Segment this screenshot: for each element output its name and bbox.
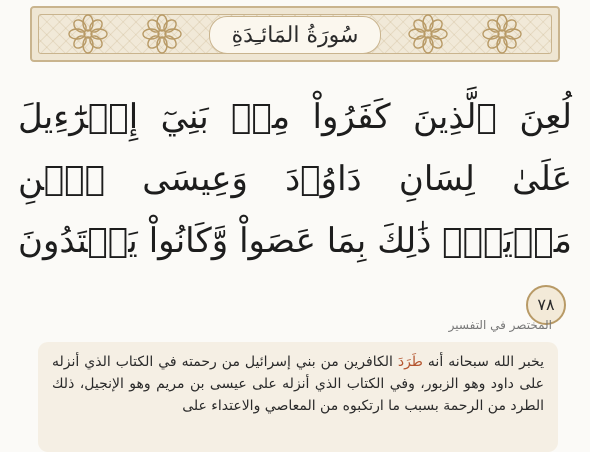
tafsir-highlighted-word[interactable]: طَرَدَ bbox=[397, 354, 423, 370]
left-inner-rosette-icon bbox=[142, 14, 182, 54]
tafsir-text-start: يخبر الله سبحانه أنه bbox=[422, 354, 544, 370]
surah-header-frame bbox=[30, 6, 560, 62]
verse-line-1: لُعِنَ ٱلَّذِينَ كَفَرُواْ مِنۢ بَنِيٓ إِسۡرَٰٓءِيلَ عَلَىٰ لِسَانِ bbox=[18, 97, 572, 199]
surah-title: سُورَةُ المَائـِدَةِ bbox=[231, 22, 359, 48]
right-rosette-icon bbox=[482, 14, 522, 54]
verse-text[interactable] bbox=[18, 86, 572, 334]
tafsir-source-label: المختصر في التفسير bbox=[448, 318, 552, 332]
left-rosette-icon bbox=[68, 14, 108, 54]
verse-line-3: يَعۡتَدُونَ bbox=[18, 221, 138, 261]
right-inner-rosette-icon bbox=[408, 14, 448, 54]
ayah-number: ٧٨ bbox=[537, 295, 555, 314]
tafsir-box bbox=[38, 342, 558, 452]
surah-title-cartouche bbox=[209, 16, 381, 54]
tafsir-text-rest: الكافرين من بني إسرائيل من رحمته في الكتاب الذي أنزله على داود وهو الزبور، وفي الكتاب الذي أنزله على عيسى بن مريم وهو الإنجيل، ذلك الطرد من الرحمة بسبب ما ارتكبوه من المعاصي والاعتداء على bbox=[52, 354, 544, 414]
verse-line-2: دَاوُۥدَ وَعِيسَى ٱبۡنِ مَرۡيَمَۚ ذَٰلِكَ بِمَا عَصَواْ وَّكَانُواْ bbox=[18, 159, 572, 261]
